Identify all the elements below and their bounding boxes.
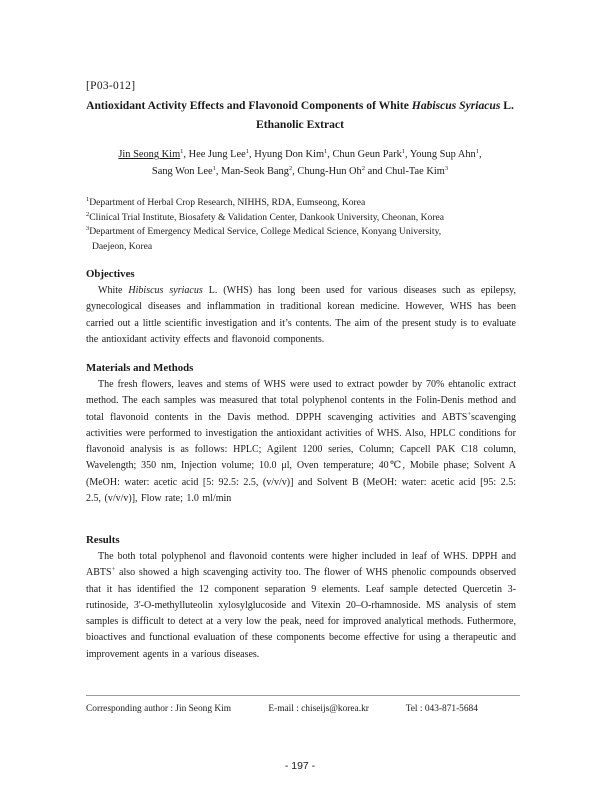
author-name: Hee Jung Lee	[188, 149, 246, 160]
methods-part-1: The fresh flowers, leaves and stems of WHS were used to extract powder by 70% ehtanolic extract method. The each samples was measured that total polyphenol contents in the Folin-Denis method and total flavonoid contents in the Davis method. DPPH scavenging activities and ABTS	[86, 379, 516, 423]
author-phone: Tel : 043-871-5684	[405, 704, 478, 714]
title-line-1	[60, 96, 540, 115]
author-affiliation-mark: 2	[288, 165, 293, 172]
author-line-1: Jin Seong Kim$^1$, Hee Jung Lee$^1$, Hyung Don Kim$^1$, Chun Geun Park$^1$, Young Sup Ahn$^1$,	[118, 148, 482, 160]
author-name: Sang Won Lee	[151, 166, 213, 177]
paper-title	[60, 96, 540, 134]
affiliations	[86, 196, 526, 254]
author-affiliation-mark: 1	[475, 148, 480, 155]
affiliation-line	[86, 211, 526, 226]
poster-code: [P03-012]	[86, 80, 136, 92]
title-line-2: Ethanolic Extract	[256, 118, 344, 131]
author-list	[60, 146, 540, 180]
affiliation-line	[86, 196, 526, 211]
results-part-1: The both total polyphenol and flavonoid contents were higher included in leaf of WHS. DPPH and ABTS	[86, 551, 516, 579]
author-name: Chul-Tae Kim	[385, 166, 445, 177]
affiliation-mark: 3	[86, 225, 90, 232]
correspondence-footer	[86, 704, 478, 714]
author-line-2: Sang Won Lee$^1$, Man-Seok Bang$^2$, Chung-Hun Oh$^2$ and Chul-Tae Kim$^3$	[151, 165, 449, 177]
author-email: E-mail : chiseijs@korea.kr	[268, 704, 369, 714]
title-species: Habiscus Syriacus	[411, 99, 501, 112]
affiliation-text: Clinical Trial Institute, Biosafety & Validation Center, Dankook University, Cheonan, Korea	[89, 211, 445, 223]
objectives-heading: Objectives	[86, 268, 135, 280]
affiliation-mark: 2	[86, 210, 90, 218]
title-prefix: Antioxidant Activity Effects and Flavonoid Components of White	[86, 99, 412, 112]
corresponding-author: Corresponding author : Jin Seong Kim	[86, 704, 232, 714]
objectives-species: Hibiscus syriacus	[128, 285, 203, 296]
author-affiliation-mark: 1	[245, 148, 249, 155]
results-heading: Results	[86, 534, 120, 546]
footer-divider	[86, 695, 520, 696]
title-suffix: L.	[500, 99, 514, 112]
author-name: Hyung Don Kim	[254, 149, 325, 160]
author-name: Chun Geun Park	[332, 149, 402, 160]
objectives-body: L. (WHS) has long been used for various diseases such as epilepsy, gynecological diseases and inflammation in traditional korean medicine. However, WHS has been carried out a little scientific investigation and it’s contents. The aim of the present study is to evaluate the antioxidant activity effects and flavonoid components.	[86, 285, 516, 345]
results-part-2: also showed a high scavenging activity too. The flower of WHS phenolic compounds observed that it has identified the 12 component separation 9 elements. Leaf sample detected Quercetin 3-rutinoside, 3'-O-methylluteolin xylosylglucoside and Vitexin 20–O-rhamnoside. MS analysis of stem samples is difficult to detect at a very low the peak, need for improved analytical methods. Futhermore, bioactives and functional evaluation of these components become effective for using a therapeutic and improvement agents in a various diseases.	[86, 567, 516, 660]
methods-text	[86, 377, 516, 507]
author-affiliation-mark: 1	[180, 148, 184, 155]
author-name: Young Sup Ahn	[409, 149, 476, 160]
author-name: Man-Seok Bang	[221, 166, 289, 177]
author-affiliation-mark: 1	[401, 148, 406, 155]
methods-superscript: +	[467, 410, 471, 418]
objectives-text	[86, 283, 516, 348]
methods-part-2: scavenging activities were performed to investigation the antioxidant activities of WHS. Also, HPLC conditions for flavonoid analysis is as follows: HPLC; Agilent 1200 series, Column; Capcell PAK C18 column, Wavelength; 350 nm, Injection volume; 10.0 μl, Oven temperature; 40℃, Mobile phase; Solvent A (MeOH: water: acetic acid [5: 92.5: 2.5, (v/v/v)] and Solvent B (MeOH: water: acetic acid [95: 2.5: 2.5, (v/v/v)], Flow rate; 1.0 ml/min	[86, 411, 516, 505]
author-affiliation-mark: 2	[361, 165, 366, 172]
author-name: Chung-Hun Oh	[297, 166, 362, 177]
objectives-lead: White	[98, 285, 129, 296]
author-and: and	[367, 166, 386, 177]
affiliation-line	[86, 240, 526, 255]
affiliation-text: Department of Herbal Crop Research, NIHHS, RDA, Eumseong, Korea	[89, 197, 366, 208]
author-affiliation-mark: 1	[324, 148, 328, 155]
results-text	[86, 549, 516, 663]
author-affiliation-mark: 3	[444, 165, 449, 172]
affiliation-text: Department of Emergency Medical Service, College Medical Science, Konyang University,	[89, 226, 442, 237]
affiliation-text: Daejeon, Korea	[92, 240, 153, 252]
results-superscript: +	[111, 566, 116, 574]
affiliation-line	[86, 225, 526, 240]
author-affiliation-mark: 1	[212, 165, 216, 172]
methods-heading: Materials and Methods	[86, 362, 194, 374]
page-number: - 197 -	[284, 760, 316, 772]
author-name: Jin Seong Kim	[118, 149, 181, 160]
affiliation-mark: 1	[86, 196, 90, 203]
